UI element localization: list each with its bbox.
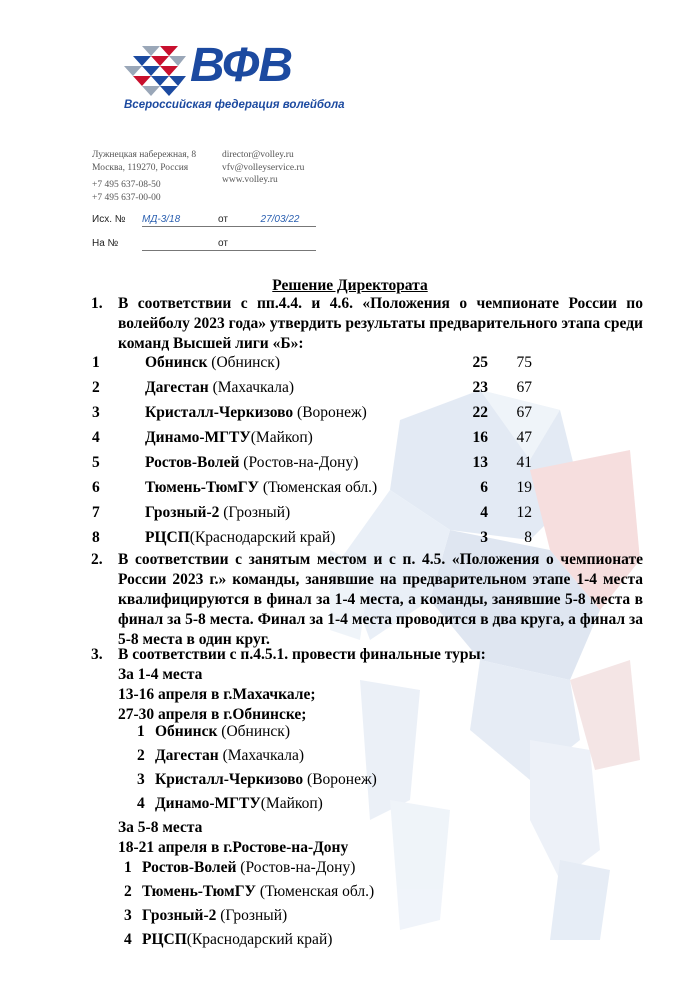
position-cell: 1 [92,354,100,371]
list-item-number: 2 [137,747,145,764]
team-city: (Воронеж) [303,771,377,788]
team-city: (Обнинск) [207,354,280,371]
position-cell: 4 [92,429,100,446]
email-link[interactable]: director@volley.ru [222,150,294,160]
phone-line: +7 495 637-00-00 [92,192,161,203]
team-cell [145,503,290,523]
schedule-line: 18-21 апреля в г.Ростове-на-Дону [118,839,349,856]
incoming-date-field [244,238,316,251]
phone-line: +7 495 637-08-50 [92,180,161,190]
team-cell [145,378,294,398]
table-row [0,478,700,498]
outgoing-number-label: Исх. № [92,214,126,225]
team-city: (Краснодарский край) [189,529,336,546]
incoming-ref-row [92,238,228,249]
email-link[interactable]: vfv@volleyservice.ru [222,162,305,173]
position-cell: 5 [92,454,100,471]
contacts-block [222,149,304,187]
team-name: Динамо-МГТУ [145,429,251,446]
team-name: Обнинск [145,354,208,371]
item-text: В соответствии с п.4.5.1. провести финальные туры: [118,646,486,663]
wins-cell: 16 [472,429,488,446]
points-cell: 47 [516,429,532,446]
address-line: Лужнецкая набережная, 8 [92,150,197,160]
list-item-number: 4 [137,795,145,812]
outgoing-date-label: от [218,214,228,225]
team-name: Динамо-МГТУ [155,795,261,812]
team-name: РЦСП [145,529,190,546]
points-cell: 8 [524,529,532,546]
points-cell: 41 [516,454,532,471]
points-cell: 19 [516,479,532,496]
address-line: Москва, 119270, Россия [92,162,189,173]
outgoing-number-field: МД-3/18 [142,214,254,227]
item-number: 2. [91,551,103,568]
list-item-number: 3 [124,907,132,924]
address-block [92,149,196,204]
position-cell: 3 [92,404,100,421]
team-name: РЦСП [142,931,187,948]
team-cell [145,403,367,423]
outgoing-date-field: 27/03/22 [244,214,316,227]
list-item [137,770,377,790]
wins-cell: 4 [480,504,488,521]
team-cell [145,528,335,548]
list-item-number: 2 [124,883,132,900]
item-text: В соответствии с занятым местом и с п. 4.5. «Положения о чемпионате России 2023 г.» команды, занявшие на предварительном этапе 1-4 места квалифицируются в финал за 1-4 места, а команды, занявшие 5-8 места в финал за 5-8 места. Финал за 1-4 места проводится в два круга, а финал за 5-8 места в один круг. [118,551,643,648]
points-cell: 67 [516,404,532,421]
team-name: Дагестан [155,747,219,764]
outgoing-ref-row [92,214,300,225]
incoming-number-label: На № [92,238,119,249]
team-cell [145,428,313,448]
team-city: (Махачкала) [208,379,295,396]
table-row [0,428,700,448]
group-title: За 1-4 места [118,666,203,683]
team-city: (Махачкала) [218,747,305,764]
table-row [0,503,700,523]
position-cell: 2 [92,379,100,396]
team-city: (Ростов-на-Дону) [236,859,356,876]
team-name: Ростов-Волей [142,859,237,876]
position-cell: 7 [92,504,100,521]
points-cell: 75 [516,354,532,371]
list-item-number: 1 [124,859,132,876]
team-cell [145,478,377,498]
logo-subtitle: Всероссийская федерация волейбола [124,99,345,111]
list-item [137,746,304,766]
team-name: Грозный-2 [142,907,217,924]
schedule-line: 27-30 апреля в г.Обнинске; [118,706,307,723]
wins-cell: 3 [480,529,488,546]
position-cell: 8 [92,529,100,546]
wins-cell: 22 [472,404,488,421]
incoming-date-label: от [218,238,228,249]
table-row [0,403,700,423]
table-row [0,353,700,373]
team-name: Ростов-Волей [145,454,240,471]
wins-cell: 25 [472,354,488,371]
website-link[interactable]: www.volley.ru [222,175,278,185]
team-name: Тюмень-ТюмГУ [145,479,259,496]
group-title: За 5-8 места [118,819,203,836]
list-item [124,906,287,926]
schedule-line: 13-16 апреля в г.Махачкале; [118,686,316,703]
team-city: (Воронеж) [293,404,367,421]
list-item [124,882,374,902]
wins-cell: 23 [472,379,488,396]
team-city: (Обнинск) [217,723,290,740]
points-cell: 12 [516,504,532,521]
list-item [137,794,323,814]
team-city: (Майкоп) [260,795,323,812]
list-item-number: 3 [137,771,145,788]
table-row [0,378,700,398]
vfv-logo-icon [124,46,186,98]
team-name: Грозный-2 [145,504,220,521]
points-cell: 67 [516,379,532,396]
table-row [0,453,700,473]
position-cell: 6 [92,479,100,496]
team-city: (Грозный) [216,907,288,924]
team-city: (Ростов-на-Дону) [239,454,359,471]
wins-cell: 6 [480,479,488,496]
list-item-number: 1 [137,723,145,740]
item-text: В соответствии с пп.4.4. и 4.6. «Положения о чемпионате России по волейболу 2023 года» утвердить результаты предварительного этапа среди команд Высшей лиги «Б»: [118,295,643,352]
incoming-number-field [142,238,254,251]
table-row [0,528,700,548]
team-name: Кристалл-Черкизово [145,404,294,421]
logo-text: ВФВ [190,39,292,92]
team-cell [145,453,358,473]
wins-cell: 13 [472,454,488,471]
team-cell [145,353,280,373]
team-name: Обнинск [155,723,218,740]
team-name: Дагестан [145,379,209,396]
team-city: (Краснодарский край) [186,931,333,948]
item-number: 3. [91,646,103,663]
list-item [137,722,290,742]
list-item-number: 4 [124,931,132,948]
list-item [124,858,355,878]
team-city: (Майкоп) [250,429,313,446]
team-city: (Тюменская обл.) [258,479,378,496]
team-name: Тюмень-ТюмГУ [142,883,256,900]
item-number: 1. [91,295,103,312]
document-title: Решение Директората [272,277,428,294]
team-city: (Грозный) [219,504,291,521]
team-city: (Тюменская обл.) [255,883,375,900]
list-item [124,930,332,950]
team-name: Кристалл-Черкизово [155,771,304,788]
